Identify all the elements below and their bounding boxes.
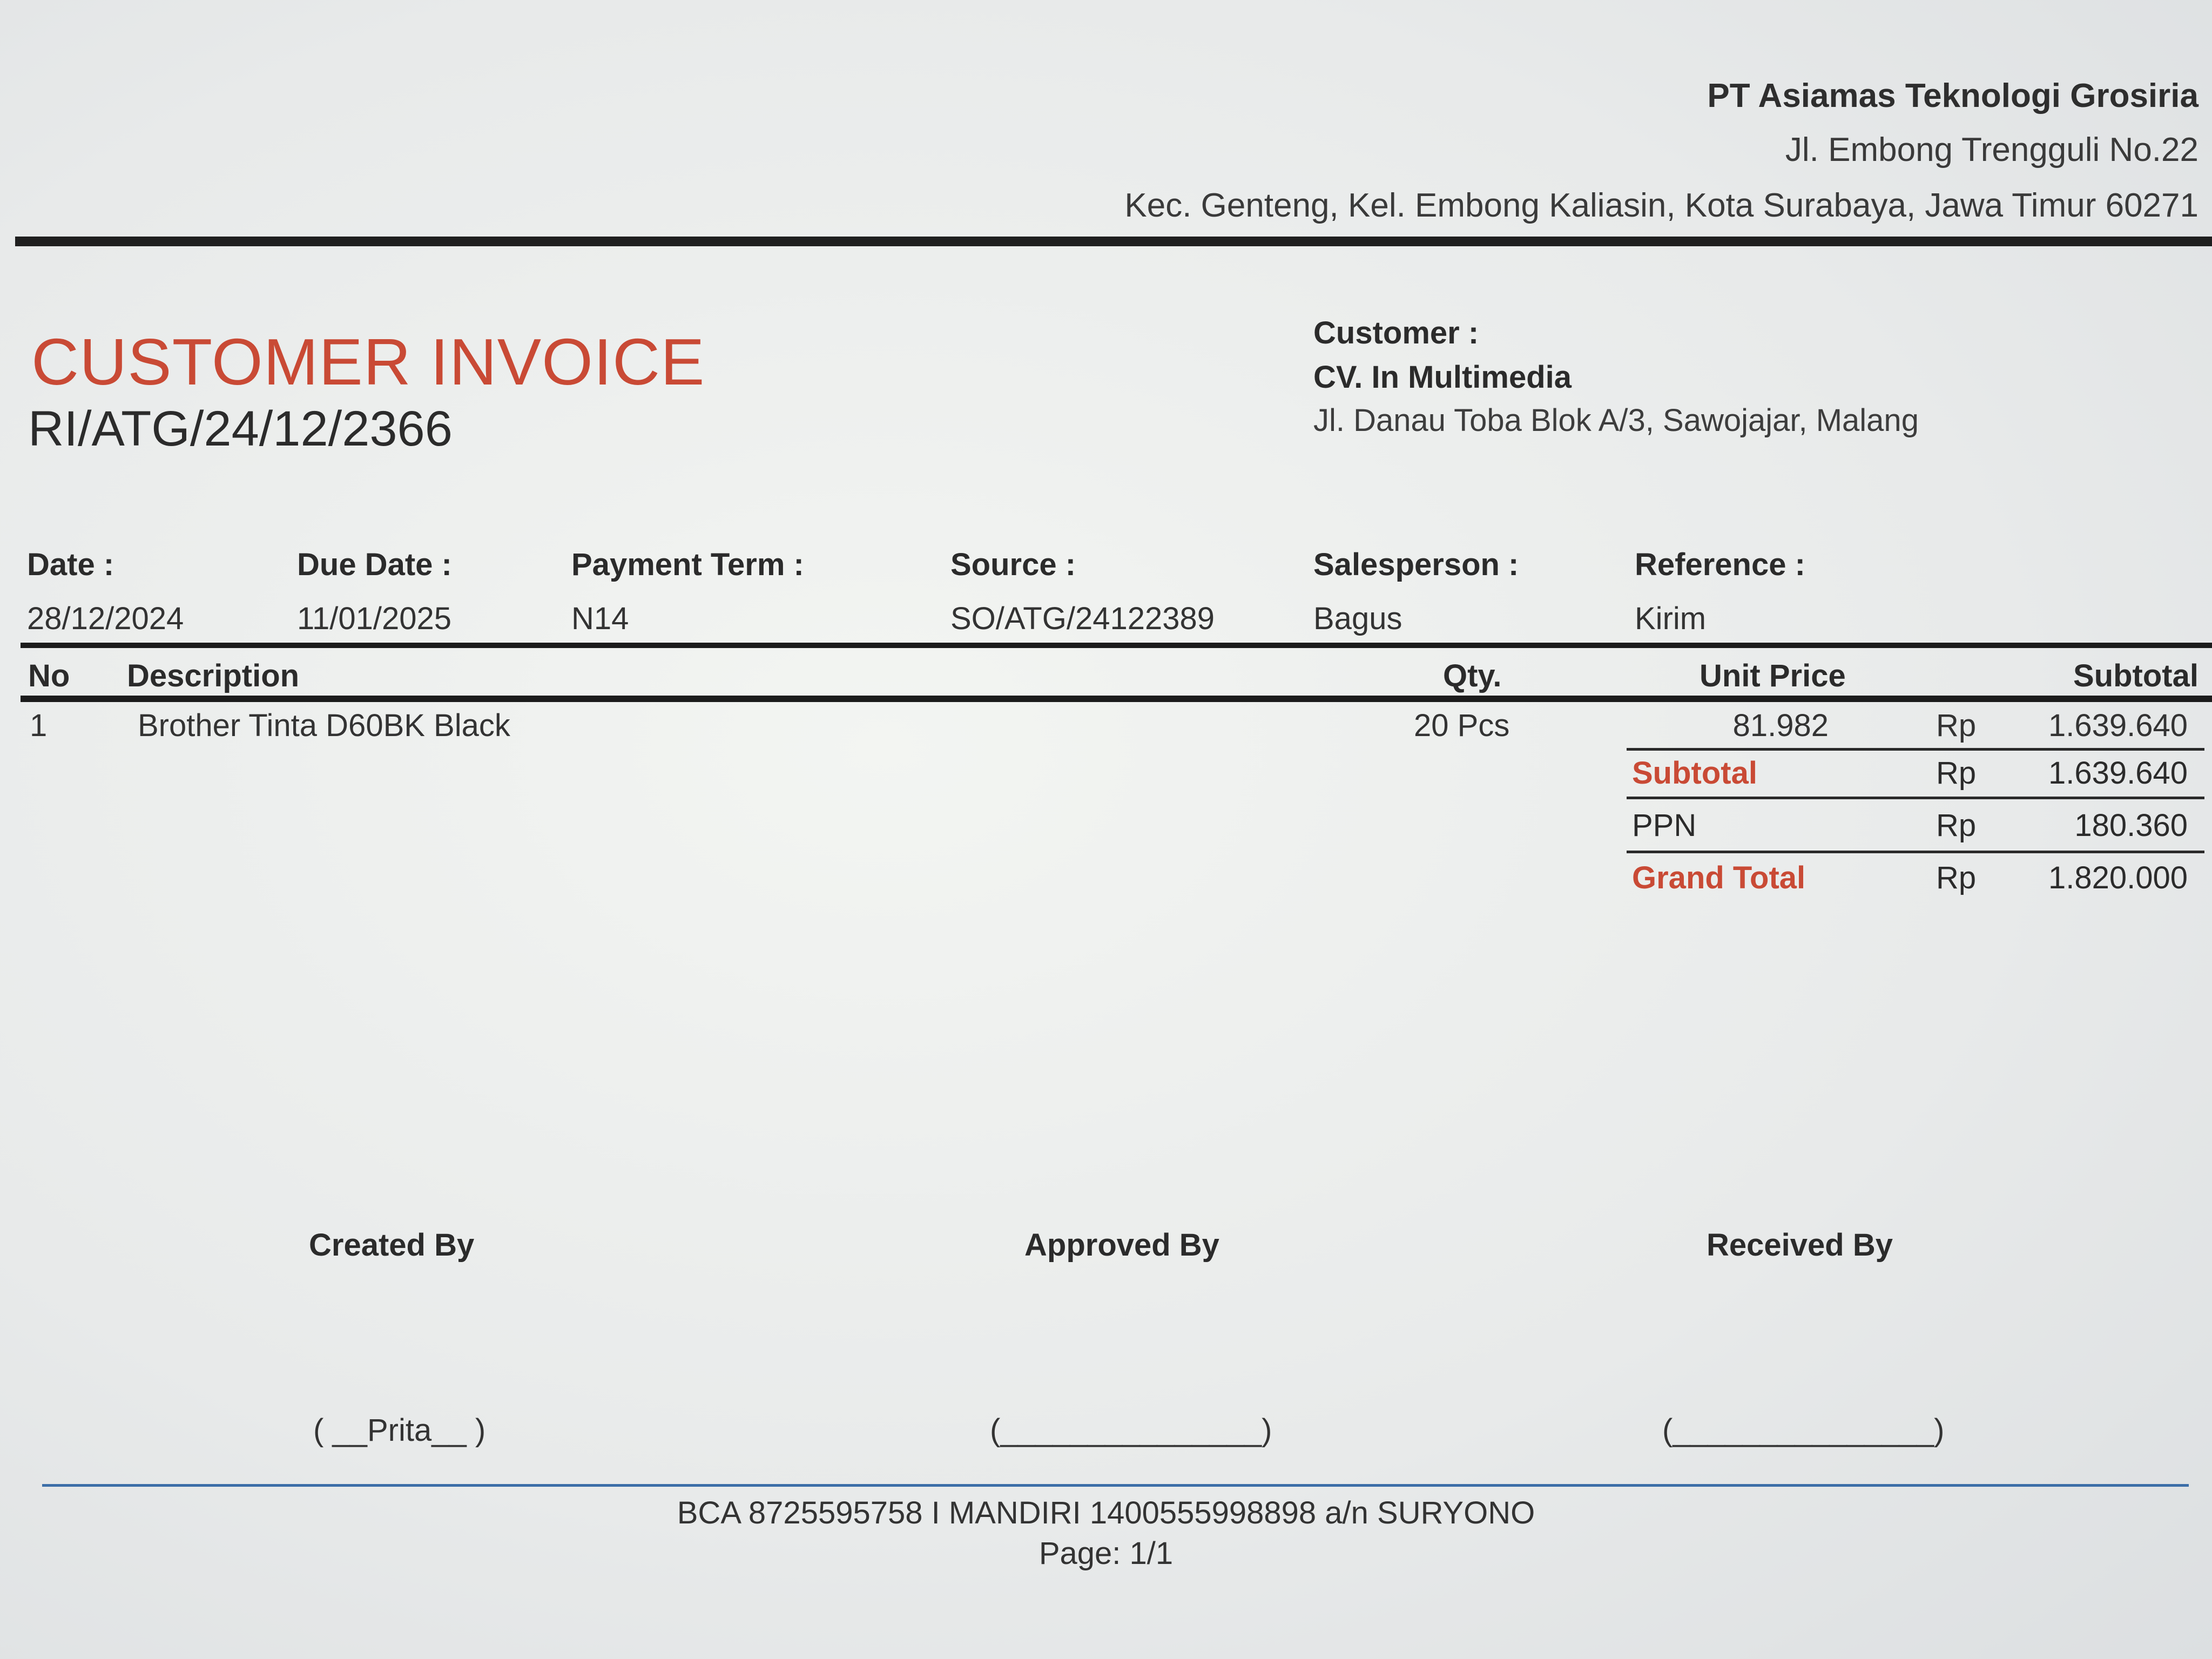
company-name: PT Asiamas Teknologi Grosiria	[1707, 77, 2198, 114]
customer-name: CV. In Multimedia	[1313, 360, 1572, 395]
page-number: Page: 1/1	[1038, 1536, 1174, 1571]
approved-by-name: (_______________)	[990, 1413, 1272, 1448]
reference-label: Reference :	[1635, 547, 1805, 582]
row-unit-price: 81.982	[1732, 708, 1829, 743]
subtotal-value: 1.639.640	[2048, 756, 2188, 791]
column-header-description: Description	[127, 658, 300, 693]
footer-divider	[42, 1484, 2189, 1487]
grand-total-value: 1.820.000	[2048, 860, 2188, 895]
bank-info: BCA 8725595758 I MANDIRI 1400555998898 a/n SURYONO	[677, 1495, 1535, 1530]
company-address-line2: Kec. Genteng, Kel. Embong Kaliasin, Kota Surabaya, Jawa Timur 60271	[1124, 187, 2198, 224]
created-by-label: Created By	[309, 1228, 475, 1263]
row-divider	[1627, 748, 2204, 751]
salesperson-value: Bagus	[1313, 601, 1402, 636]
row-currency: Rp	[1936, 708, 1977, 743]
row-subtotal: 1.639.640	[2048, 708, 2188, 743]
payment-term-label: Payment Term :	[571, 547, 804, 582]
row-description: Brother Tinta D60BK Black	[138, 708, 510, 743]
table-header-divider	[21, 696, 2212, 702]
column-header-no: No	[28, 658, 70, 693]
header-divider	[15, 237, 2212, 246]
company-address-line1: Jl. Embong Trengguli No.22	[1785, 131, 2198, 168]
approved-by-label: Approved By	[1024, 1228, 1219, 1263]
reference-value: Kirim	[1635, 601, 1707, 636]
due-date-value: 11/01/2025	[297, 601, 451, 636]
due-date-label: Due Date :	[297, 547, 452, 582]
column-header-qty: Qty.	[1443, 658, 1502, 693]
invoice-title: CUSTOMER INVOICE	[31, 325, 705, 399]
ppn-label: PPN	[1632, 808, 1697, 843]
customer-label: Customer :	[1313, 315, 1479, 350]
row-no: 1	[30, 708, 48, 743]
meta-divider	[21, 643, 2212, 648]
source-label: Source :	[950, 547, 1076, 582]
date-value: 28/12/2024	[27, 601, 184, 636]
grand-total-currency: Rp	[1936, 860, 1977, 895]
date-label: Date :	[27, 547, 114, 582]
grand-total-label: Grand Total	[1632, 860, 1806, 895]
received-by-name: (_______________)	[1662, 1413, 1945, 1448]
customer-address: Jl. Danau Toba Blok A/3, Sawojajar, Malang	[1313, 403, 1919, 438]
source-value: SO/ATG/24122389	[950, 601, 1215, 636]
salesperson-label: Salesperson :	[1313, 547, 1519, 582]
invoice-number: RI/ATG/24/12/2366	[28, 401, 453, 456]
ppn-value: 180.360	[2074, 808, 2188, 843]
received-by-label: Received By	[1707, 1228, 1893, 1263]
payment-term-value: N14	[571, 601, 629, 636]
subtotal-currency: Rp	[1936, 756, 1977, 791]
column-header-subtotal: Subtotal	[2073, 658, 2198, 693]
ppn-divider	[1627, 851, 2204, 853]
column-header-unit-price: Unit Price	[1700, 658, 1846, 693]
subtotal-divider	[1627, 797, 2204, 799]
row-qty: 20 Pcs	[1414, 708, 1510, 743]
subtotal-label: Subtotal	[1632, 756, 1757, 791]
created-by-name: ( __Prita__ )	[313, 1413, 486, 1448]
ppn-currency: Rp	[1936, 808, 1977, 843]
